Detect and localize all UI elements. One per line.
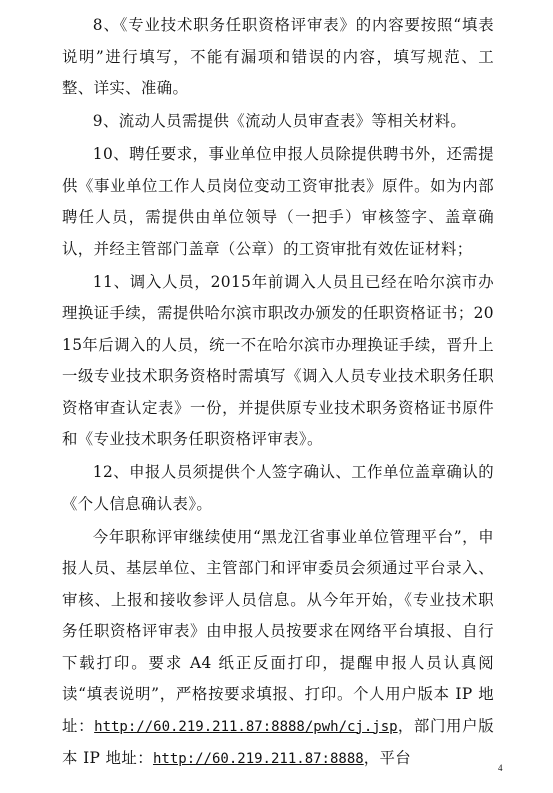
- department-user-link[interactable]: http://60.219.211.87:8888: [152, 751, 364, 767]
- platform-text-middle: ，部门用户版本 IP 地址：: [62, 716, 494, 767]
- paragraph-item-9: 9、流动人员需提供《流动人员审查表》等相关材料。: [92, 112, 467, 130]
- personal-user-link[interactable]: http://60.219.211.87:8888/pwh/cj.jsp: [94, 718, 398, 735]
- platform-paragraph: [62, 522, 494, 776]
- paragraph-item-11: 11、调入人员，2015年前调入人员且已经在哈尔滨市办理换证手续，需提供哈尔滨市职改办颁发的任职资格证书；2015年后调入的人员，统一不在哈尔滨市办理换证手续，晋升上一级专业技术职务资格时需填写《调入人员专业技术职务任职资格审查认定表》一份，并提供原专业技术职务资格证书原件和《专业技术职务任职资格评审表》。: [62, 272, 494, 448]
- page-number: 4: [498, 763, 503, 773]
- paragraph-item-10: 10、聘任要求，事业单位申报人员除提供聘书外，还需提供《事业单位工作人员岗位变动工资审批表》原件。如为内部聘任人员，需提供由单位领导（一把手）审核签字、盖章确认，并经主管部门盖章（公章）的工资审批有效佐证材料；: [62, 145, 494, 258]
- platform-text-intro: 今年职称评审继续使用“黑龙江省事业单位管理平台”，申报人员、基层单位、主管部门和评审委员会须通过平台录入、审核、上报和接收参评人员信息。从今年开始，《专业技术职务任职资格评审表》由申报人员按要求在网络平台填报、自行下载打印。要求 A4 纸正反面打印，提醒申报人员认真阅读“填表说明”，严格按要求填报、打印。个人用户版本 IP 地址：: [62, 527, 494, 735]
- document-body: [62, 10, 494, 777]
- paragraph-item-8: 8、《专业技术职务任职资格评审表》的内容要按照“填表说明”进行填写，不能有漏项和错误的内容，填写规范、工整、详实、准确。: [62, 16, 494, 97]
- paragraph-item-12: 12、申报人员须提供个人签字确认、工作单位盖章确认的《个人信息确认表》。: [62, 463, 494, 513]
- platform-text-end: ，平台: [363, 749, 412, 767]
